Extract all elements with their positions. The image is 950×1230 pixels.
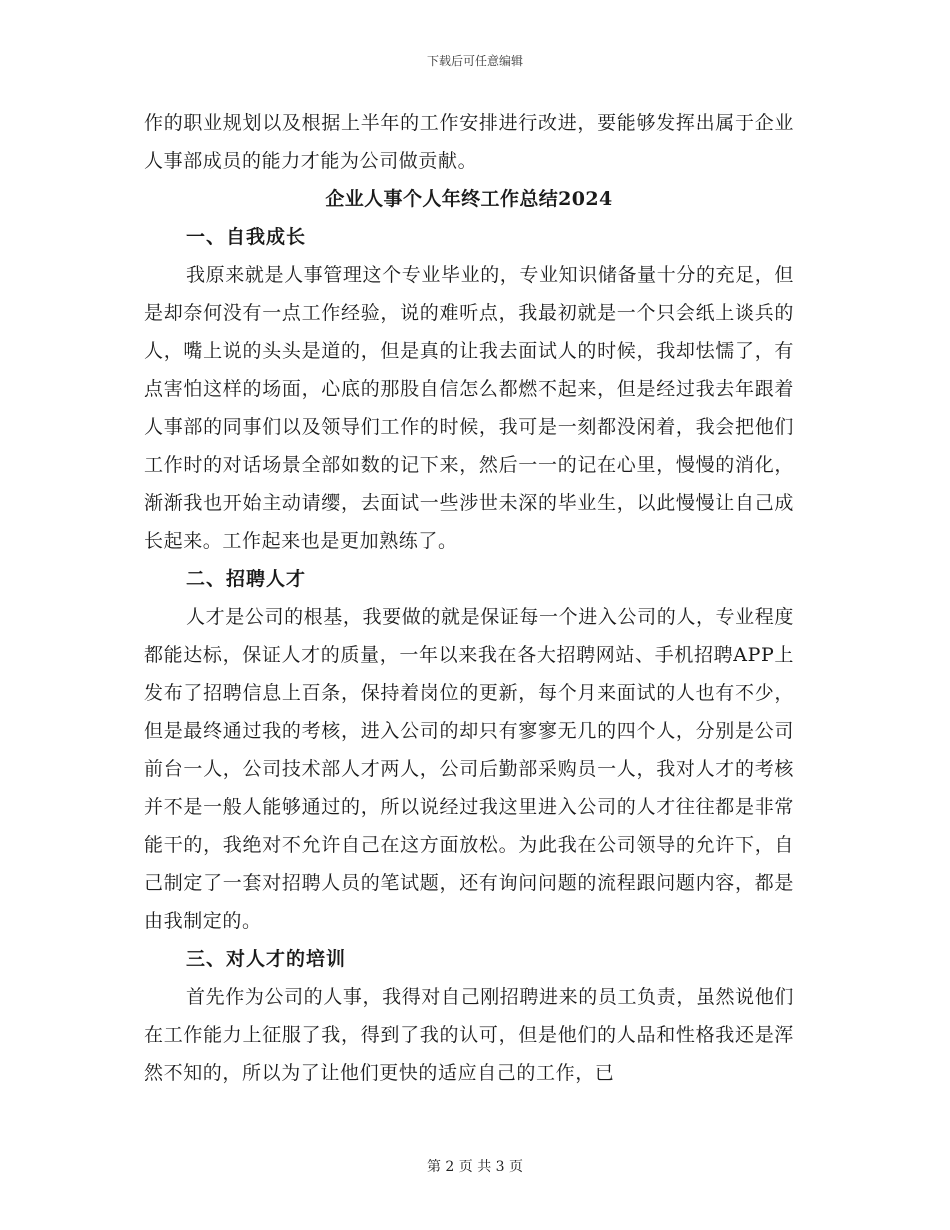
section-body-recruitment: 人才是公司的根基，我要做的就是保证每一个进入公司的人，专业程度都能达标，保证人才的质量，一年以来我在各大招聘网站、手机招聘APP上发布了招聘信息上百条，保持着岗位的更新，每个月来面试的人也有不少，但是最终通过我的考核，进入公司的却只有寥寥无几的四个人，分别是公司前台一人，公司技术部人才两人，公司后勤部采购员一人，我对人才的考核并不是一般人能够通过的，所以说经过我这里进入公司的人才往往都是非常能干的，我绝对不允许自己在这方面放松。为此我在公司领导的允许下，自己制定了一套对招聘人员的笔试题，还有询问问题的流程跟问题内容，都是由我制定的。 — [144, 606, 794, 932]
section-heading-training: 三、对人才的培训 — [186, 948, 347, 970]
section-heading-growth: 一、自我成长 — [186, 226, 307, 248]
document-body — [144, 104, 794, 1092]
intro-paragraph: 作的职业规划以及根据上半年的工作安排进行改进，要能够发挥出属于企业人事部成员的能力才能为公司做贡献。 — [144, 112, 794, 172]
document-title: 企业人事个人年终工作总结2024 — [325, 188, 613, 210]
page-header: 下载后可任意编辑 — [426, 54, 523, 68]
section-heading-recruitment: 二、招聘人才 — [186, 568, 307, 590]
page-number: 第 2 页 共 3 页 — [426, 1159, 524, 1175]
section-body-growth: 我原来就是人事管理这个专业毕业的，专业知识储备量十分的充足，但是却奈何没有一点工作经验，说的难听点，我最初就是一个只会纸上谈兵的人，嘴上说的头头是道的，但是真的让我去面试人的时候，我却怯懦了，有点害怕这样的场面，心底的那股自信怎么都燃不起来，但是经过我去年跟着人事部的同事们以及领导们工作的时候，我可是一刻都没闲着，我会把他们工作时的对话场景全部如数的记下来，然后一一的记在心里，慢慢的消化，渐渐我也开始主动请缨，去面试一些涉世未深的毕业生，以此慢慢让自己成长起来。工作起来也是更加熟练了。 — [144, 264, 794, 552]
section-body-training: 首先作为公司的人事，我得对自己刚招聘进来的员工负责，虽然说他们在工作能力上征服了我，得到了我的认可，但是他们的人品和性格我还是浑然不知的，所以为了让他们更快的适应自己的工作，已 — [144, 986, 794, 1084]
